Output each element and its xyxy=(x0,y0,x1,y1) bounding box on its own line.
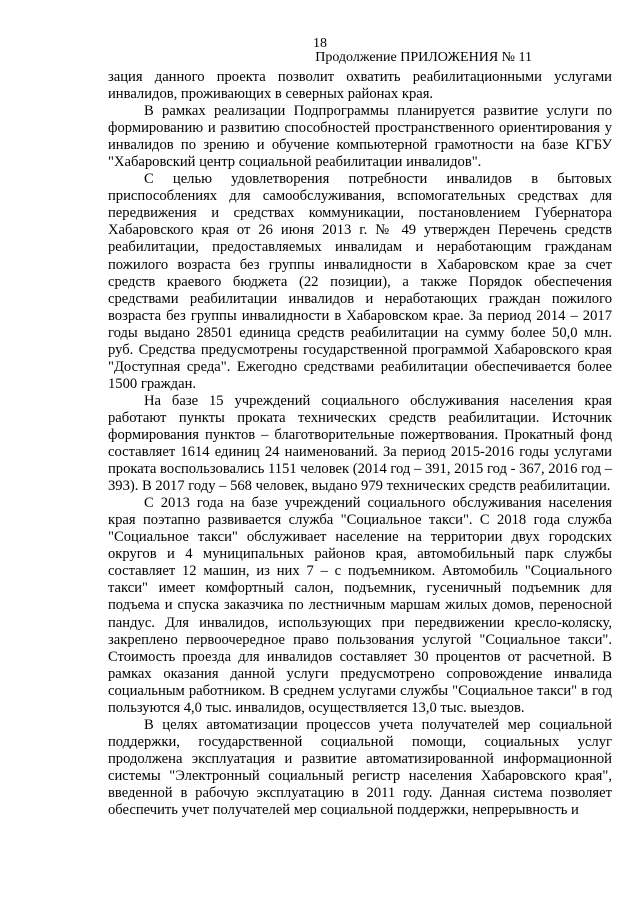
appendix-continuation-label: Продолжение ПРИЛОЖЕНИЯ № 11 xyxy=(315,50,532,65)
paragraph: В рамках реализации Подпрограммы планируется развитие услуги по формированию и развитию способностей пространственного ориентирования у инвалидов по зрению и обучение компьютерной грамотности на базе КГБУ "Хабаровский центр социальной реабилитации инвалидов". xyxy=(108,103,612,171)
paragraph: С целью удовлетворения потребности инвалидов в бытовых приспособлениях для самообслуживания, вспомогательных средствах для передвижения и средствах коммуникации, постановлением Губернатора Хабаровского края от 26 июня 2013 г. № 49 утвержден Перечень средств реабилитации, предоставляемых инвалидам и неработающим гражданам пожилого возраста без группы инвалидности в Хабаровском крае за счет средств краевого бюджета (22 позиции), а также Порядок обеспечения средствами реабилитации инвалидов и неработающих граждан пожилого возраста без группы инвалидности в Хабаровском крае. За период 2014 – 2017 годы выдано 28501 единица средств реабилитации на сумму более 50,0 млн. руб. Средства предусмотрены государственной программой Хабаровского края "Доступная среда". Ежегодно средствами реабилитации обеспечивается более 1500 граждан. xyxy=(108,171,612,392)
paragraph: В целях автоматизации процессов учета получателей мер социальной поддержки, государственной социальной помощи, социальных услуг продолжена эксплуатация и развитие автоматизированной информационной системы "Электронный социальный регистр населения Хабаровского края", введенной в рабочую эксплуатацию в 2011 году. Данная система позволяет обеспечить учет получателей мер социальной поддержки, непрерывность и xyxy=(108,716,612,819)
paragraph: зация данного проекта позволит охватить реабилитационными услугами инвалидов, проживающих в северных районах края. xyxy=(108,69,612,103)
paragraph: На базе 15 учреждений социального обслуживания населения края работают пункты проката технических средств реабилитации. Источник формирования пунктов – благотворительные пожертвования. Прокатный фонд составляет 1614 единиц 24 наименований. За период 2015-2016 годы услугами проката воспользовались 1151 человек (2014 год – 391, 2015 год - 367, 2016 год – 393). В 2017 году – 568 человек, выдано 979 технических средств реабилитации. xyxy=(108,392,612,495)
page-number: 18 xyxy=(313,36,327,51)
paragraph: С 2013 года на базе учреждений социального обслуживания населения края поэтапно развивается служба "Социальное такси". С 2018 года служба "Социальное такси" обслуживает население на территории двух городских округов и 4 муниципальных районов края, автомобильный парк службы составляет 12 машин, из них 7 – с подъемником. Автомобиль "Социального такси" имеет комфортный салон, подъемник, гусеничный подъемник для подъема и спуска заказчика по лестничным маршам жилых домов, переносной пандус. Для инвалидов, использующих при передвижении кресло-коляску, закреплено первоочередное право пользования услугой "Социальное такси". Стоимость проезда для инвалидов составляет 30 процентов от расчетной. В рамках оказания данной услуги предусмотрено сопровождение инвалида социальным работником. В среднем услугами службы "Социальное такси" в год пользуются 4,0 тыс. инвалидов, осуществляется 13,0 тыс. выездов. xyxy=(108,495,612,716)
document-body xyxy=(108,69,612,819)
